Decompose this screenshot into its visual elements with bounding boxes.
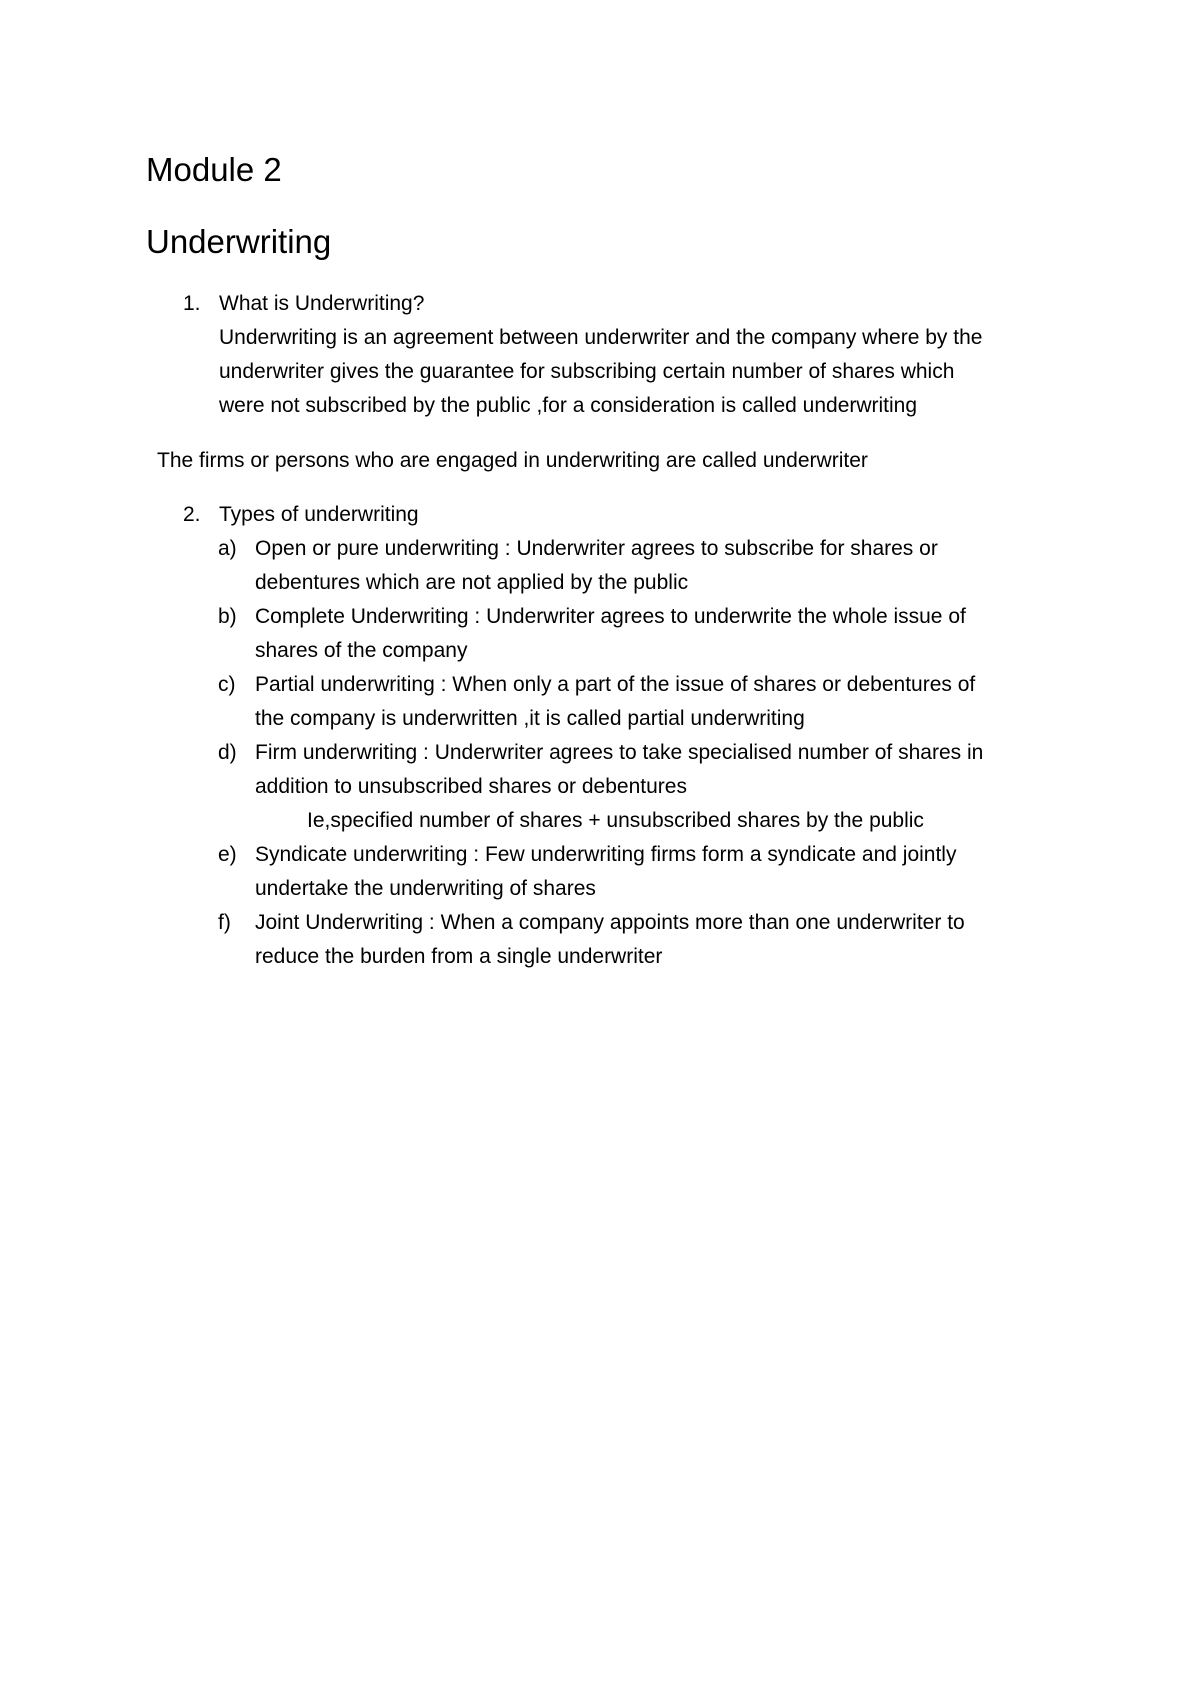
item-c-line-1: Partial underwriting : When only a part of the issue of shares or debentures of (255, 673, 976, 696)
item-b-line-1: Complete Underwriting : Underwriter agrees to underwrite the whole issue of (255, 605, 966, 628)
item-d-example: Ie,specified number of shares + unsubscribed shares by the public (307, 809, 924, 832)
item-d-letter: d) (218, 741, 237, 764)
answer-1-line-2: underwriter gives the guarantee for subscribing certain number of shares which (219, 360, 955, 383)
list-number-2: 2. (183, 503, 201, 526)
item-d-line-1: Firm underwriting : Underwriter agrees to take specialised number of shares in (255, 741, 984, 764)
answer-1-line-3: were not subscribed by the public ,for a consideration is called underwriting (219, 394, 918, 417)
item-e-line-1: Syndicate underwriting : Few underwriting firms form a syndicate and jointly (255, 843, 957, 866)
list-number-1: 1. (183, 292, 201, 315)
answer-1-line-1: Underwriting is an agreement between underwriter and the company where by the (219, 326, 983, 349)
item-c-line-2: the company is underwritten ,it is called partial underwriting (255, 707, 805, 730)
question-1-text: What is Underwriting? (219, 292, 425, 315)
question-2-heading: Types of underwriting (219, 503, 419, 526)
item-f-letter: f) (218, 911, 231, 934)
item-a-letter: a) (218, 537, 237, 560)
item-b-line-2: shares of the company (255, 639, 468, 662)
item-a-line-2: debentures which are not applied by the public (255, 571, 689, 594)
module-title: Module 2 (146, 151, 282, 188)
item-c-letter: c) (218, 673, 236, 696)
item-d-line-2: addition to unsubscribed shares or debentures (255, 775, 687, 798)
item-e-line-2: undertake the underwriting of shares (255, 877, 596, 900)
item-f-line-1: Joint Underwriting : When a company appoints more than one underwriter to (255, 911, 965, 934)
item-f-line-2: reduce the burden from a single underwriter (255, 945, 663, 968)
item-b-letter: b) (218, 605, 237, 628)
underwriter-definition: The firms or persons who are engaged in underwriting are called underwriter (157, 449, 868, 472)
item-e-letter: e) (218, 843, 237, 866)
section-title: Underwriting (146, 223, 332, 260)
item-a-line-1: Open or pure underwriting : Underwriter agrees to subscribe for shares or (255, 537, 938, 560)
